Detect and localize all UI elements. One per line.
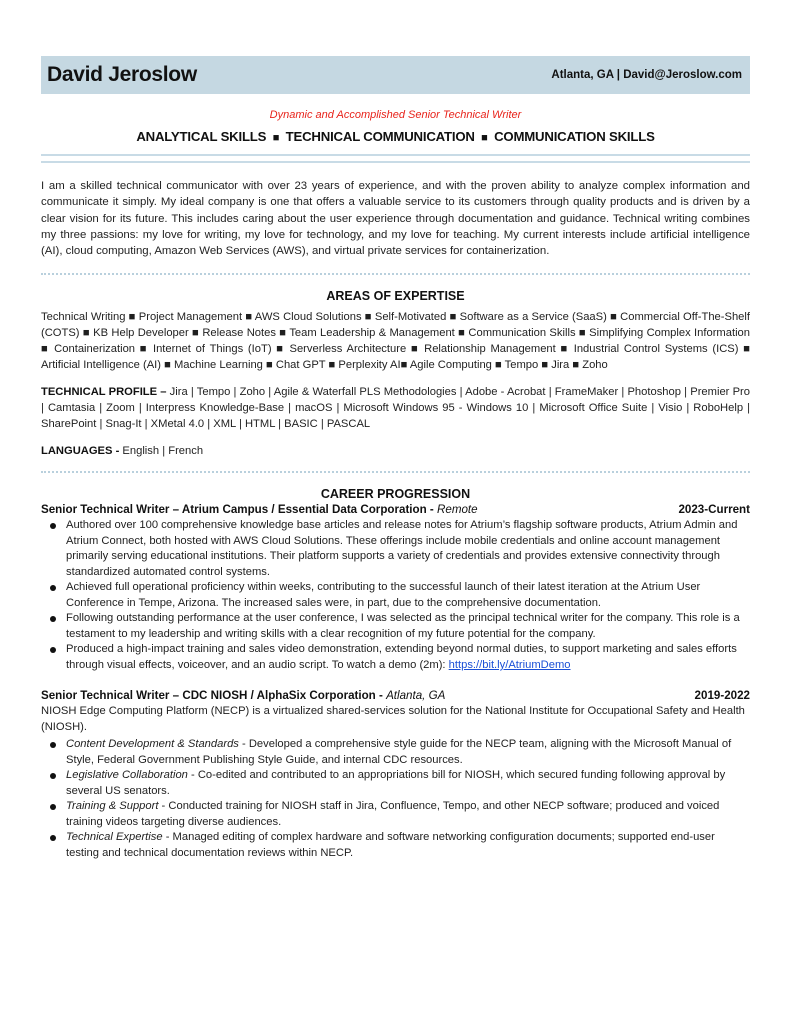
bullet-text: - Co-edited and contributed to an appropriations bill for NIOSH, which secured funding following approval by several US senators. [66,769,726,797]
core-skill: ANALYTICAL SKILLS [136,129,267,144]
bullet-lead: Content Development & Standards [66,738,239,751]
resume-page [41,56,750,861]
list-item: Authored over 100 comprehensive knowledge base articles and release notes for Atrium’s flagship software products, Atrium Admin and Atrium Connect, both hosted with AWS Cloud Solutions. These offerings include mobile credentials and online account management primarily serving educational institutions. Their platform supports a variety of credentials and provides extensive connectivity through standardized automated control systems. [41,518,750,580]
list-item [41,799,750,830]
job-bullets [41,518,750,673]
demo-text: Produced a high-impact training and sales video demonstration, extending beyond normal duties, to support marketing and sales efforts through visual effects, voiceover, and an audio script. To watch a demo (2m): [66,643,737,671]
job-location: Remote [437,503,478,517]
core-skill: TECHNICAL COMMUNICATION [285,129,475,144]
dotted-divider [41,471,750,473]
languages-label: LANGUAGES - [41,445,120,458]
bullet-text: - Developed a comprehensive style guide for the NECP team, aligning with the Microsoft Manual of Style, Federal Government Publishing Style Guide, and internal CDC resources. [66,738,732,766]
section-title-expertise: AREAS OF EXPERTISE [326,289,465,304]
job-dates: 2019-2022 [694,689,750,703]
list-item [41,830,750,861]
job-title: Senior Technical Writer – CDC NIOSH / AlphaSix Corporation - [41,689,387,703]
job-title: Senior Technical Writer – Atrium Campus / Essential Data Corporation - [41,503,437,517]
double-divider [41,154,750,163]
languages-text: English | French [119,445,204,458]
professional-summary: I am a skilled technical communicator with over 23 years of experience, and with the proven ability to analyze complex information and communicate it simply. My ideal company is one that offers a valuable service to its customers through quality products and is driven by a clear vision for its future. This includes caring about the user experience through documentation and guidance. Technical writing combines my three passions: my love for writing, my love for technology, and my love for teaching. My current interests include artificial intelligence (AI), cloud computing, Amazon Web Services (AWS), and virtual private services for containerization. [41,180,750,258]
job-location: Atlanta, GA [386,689,446,703]
bullet-lead: Legislative Collaboration [66,769,188,782]
core-skills [41,129,750,144]
expertise-list: Technical Writing ■ Project Management ■ AWS Cloud Solutions ■ Self-Motivated ■ Software as a Service (SaaS) ■ Commercial Off-The-Shelf (COTS) ■ KB Help Developer ■ Release Notes ■ Team Leadership & Management ■ Communication Skills ■ Simplifying Complex Information ■ Containerization ■ Internet of Things (IoT) ■ Serverless Architecture ■ Relationship Management ■ Industrial Control Systems (ICS) ■ Artificial Intelligence (AI) ■ Machine Learning ■ Chat GPT ■ Perplexity AI■ Agile Computing ■ Tempo ■ Jira ■ Zoho [41,311,750,372]
core-skill: COMMUNICATION SKILLS [494,129,655,144]
candidate-name: David Jeroslow [47,63,197,86]
contact-info: Atlanta, GA | David@Jeroslow.com [551,69,742,81]
bullet-lead: Training & Support [66,800,159,813]
tagline: Dynamic and Accomplished Senior Technical Writer [269,109,522,121]
list-item: Following outstanding performance at the user conference, I was selected as the principal technical writer for the company. This role is a testament to my leadership and writing skills with a clear recognition of my future potential for the company. [41,611,750,642]
job-dates: 2023-Current [678,503,750,517]
bullet-text: - Conducted training for NIOSH staff in Jira, Confluence, Tempo, and other NECP software; produced and voiced training videos targeting diverse audiences. [66,800,720,828]
technical-profile-text: Jira | Tempo | Zoho | Agile & Waterfall PLS Methodologies | Adobe - Acrobat | FrameMaker | Photoshop | Premier Pro | Camtasia | Zoom | Interpress Knowledge-Base | macOS | Microsoft Windows 95 - Windows 10 | Microsoft Office Suite | Visio | RoboHelp | SharePoint | Snag-It | XMetal 4.0 | XML | HTML | BASIC | PASCAL [41,386,750,431]
bullet-lead: Technical Expertise [66,831,163,844]
technical-profile-label: TECHNICAL PROFILE – [41,386,167,399]
job-header [41,503,750,516]
languages [41,445,750,457]
square-bullet-icon: ■ [481,132,488,144]
list-item [41,737,750,768]
job-header [41,689,750,702]
technical-profile [41,384,750,432]
dotted-divider [41,273,750,275]
section-title-career: CAREER PROGRESSION [320,487,471,502]
header-bar [41,56,750,94]
job-intro: NIOSH Edge Computing Platform (NECP) is a virtualized shared-services solution for the National Institute for Occupational Safety and Health (NIOSH). [41,705,745,733]
list-item [41,642,750,673]
square-bullet-icon: ■ [272,132,280,144]
list-item [41,768,750,799]
list-item: Achieved full operational proficiency within weeks, contributing to the successful launch of their latest iteration at the Atrium User Conference in Tempe, Arizona. The increased sales were, in part, due to the comprehensive documentation. [41,580,750,611]
demo-link[interactable]: https://bit.ly/AtriumDemo [448,658,571,671]
job-bullets [41,737,750,861]
bullet-text: - Managed editing of complex hardware and software networking configuration documents; supported end-user testing and technical documentation reviews within NECP. [66,831,715,859]
